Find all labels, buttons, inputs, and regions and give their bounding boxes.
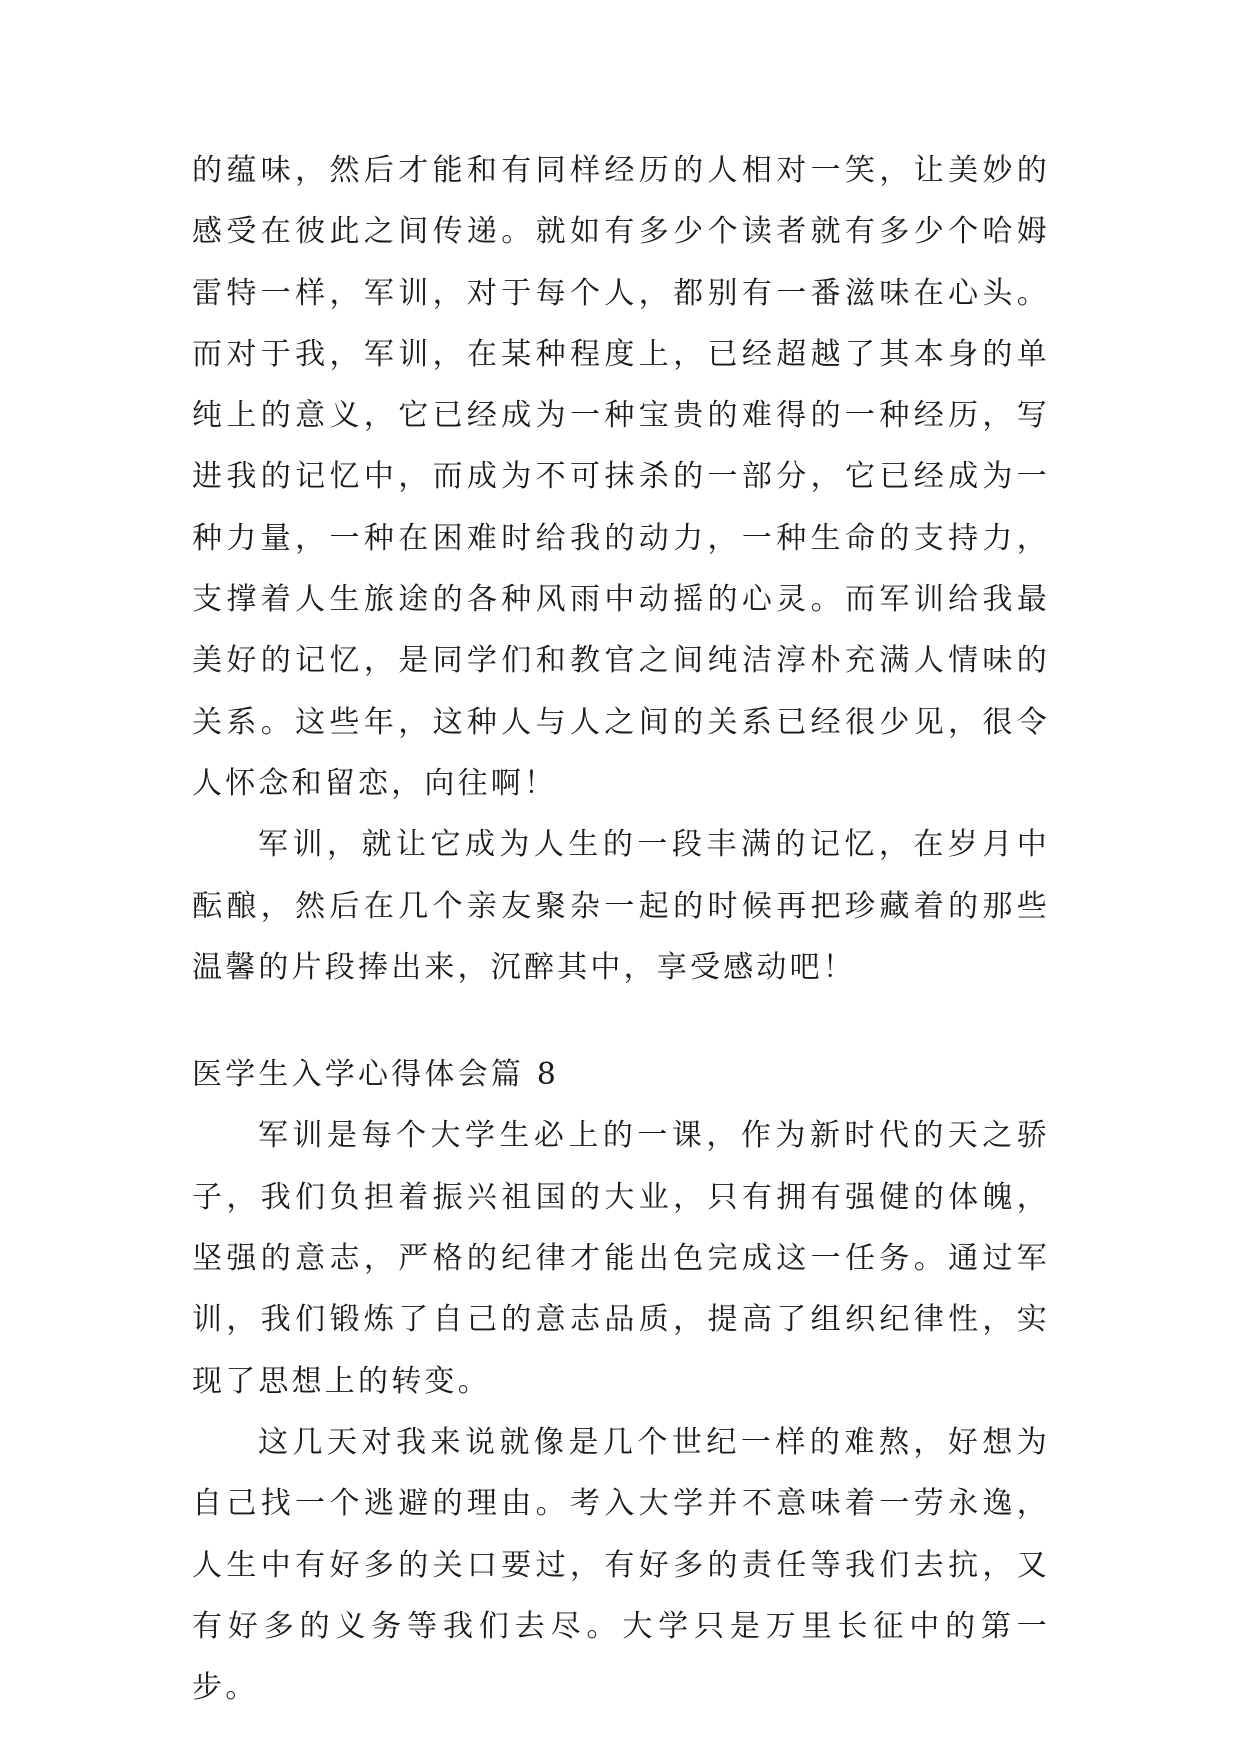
- paragraph-section-2: 这几天对我来说就像是几个世纪一样的难熬，好想为自己找一个逃避的理由。考入大学并不意味着一劳永逸，人生中有好多的关口要过，有好多的责任等我们去抗，又有好多的义务等我们去尽。大学只是万里长征中的第一步。: [192, 1424, 1050, 1706]
- paragraph-closing: 军训，就让它成为人生的一段丰满的记忆，在岁月中酝酿，然后在几个亲友聚杂一起的时候再把珍藏着的那些温馨的片段捧出来，沉醉其中，享受感动吧！: [192, 827, 1050, 985]
- document-page: [192, 140, 1050, 1718]
- paragraph-continuation: 的蕴味，然后才能和有同样经历的人相对一笑，让美妙的感受在彼此之间传递。就如有多少个读者就有多少个哈姆雷特一样，军训，对于每个人，都别有一番滋味在心头。而对于我，军训，在某种程度上，已经超越了其本身的单纯上的意义，它已经成为一种宝贵的难得的一种经历，写进我的记忆中，而成为不可抹杀的一部分，它已经成为一种力量，一种在困难时给我的动力，一种生命的支持力，支撑着人生旅途的各种风雨中动摇的心灵。而军训给我最美好的记忆，是同学们和教官之间纯洁淳朴充满人情味的关系。这些年，这种人与人之间的关系已经很少见，很令人怀念和留恋，向往啊！: [192, 153, 1050, 801]
- section-title: 医学生入学心得体会篇 8: [192, 1057, 560, 1093]
- paragraph-section-1: 军训是每个大学生必上的一课，作为新时代的天之骄子，我们负担着振兴祖国的大业，只有拥有强健的体魄，坚强的意志，严格的纪律才能出色完成这一任务。通过军训，我们锻炼了自己的意志品质，提高了组织纪律性，实现了思想上的转变。: [192, 1118, 1050, 1399]
